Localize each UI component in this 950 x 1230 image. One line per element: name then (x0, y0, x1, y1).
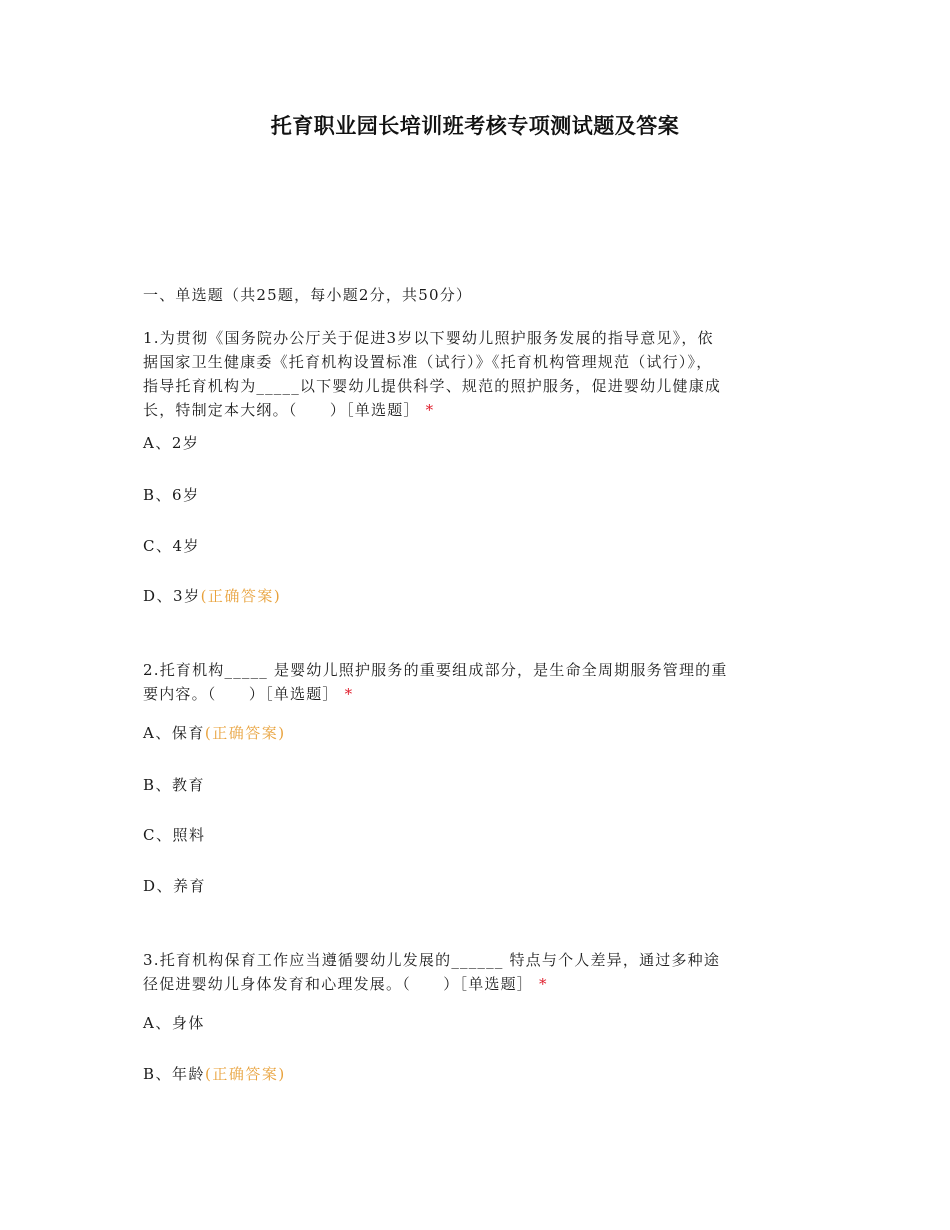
question-2-option-a[interactable] (143, 722, 286, 743)
required-mark: * (344, 685, 354, 703)
option-label: B、教育 (143, 776, 206, 794)
question-1-option-c[interactable] (143, 535, 200, 556)
question-1-line-4 (143, 398, 815, 422)
question-1 (143, 326, 815, 422)
question-1-line-2: 据国家卫生健康委《托育机构设置标准（试行）》《托育机构管理规范（试行）》， (143, 353, 713, 371)
question-2-option-c[interactable] (143, 824, 205, 845)
question-3-line-1: 3.托育机构保育工作应当遵循婴幼儿发展的______ 特点与个人差异，通过多种途 (143, 951, 721, 969)
question-2-line-1: 2.托育机构_____ 是婴幼儿照护服务的重要组成部分，是生命全周期服务管理的重 (143, 661, 728, 679)
required-mark: * (425, 401, 435, 419)
question-1-line-1: 1.为贯彻《国务院办公厅关于促进3岁以下婴幼儿照护服务发展的指导意见》，依 (143, 329, 714, 347)
option-label: C、4岁 (143, 537, 201, 555)
option-label: B、6岁 (143, 486, 200, 504)
question-1-option-b[interactable] (143, 484, 200, 505)
question-3-line-2-text: 径促进婴幼儿身体发育和心理发展。（ ）［单选题］ (143, 975, 534, 993)
document-title: 托育职业园长培训班考核专项测试题及答案 (270, 114, 680, 138)
question-1-line-3: 指导托育机构为_____以下婴幼儿提供科学、规范的照护服务，促进婴幼儿健康成 (143, 377, 722, 395)
question-2-line-2 (143, 682, 815, 706)
question-1-line-4-text: 长，特制定本大纲。（ ）［单选题］ (143, 401, 420, 419)
question-3-line-2 (143, 972, 815, 996)
correct-answer-tag: (正确答案) (205, 1065, 286, 1083)
question-3-option-a[interactable] (143, 1012, 205, 1033)
question-2-option-b[interactable] (143, 774, 205, 795)
question-1-option-a[interactable] (143, 432, 199, 453)
required-mark: * (539, 975, 548, 993)
option-label: A、2岁 (143, 434, 200, 452)
option-label: A、身体 (143, 1014, 205, 1032)
correct-answer-tag: (正确答案) (200, 587, 282, 605)
option-label: D、养育 (143, 877, 207, 895)
question-2 (143, 658, 815, 706)
question-2-option-d[interactable] (143, 875, 206, 896)
question-3 (143, 948, 815, 996)
option-label: A、保育 (143, 724, 205, 742)
question-1-option-d[interactable] (143, 585, 281, 606)
question-3-option-b[interactable] (143, 1063, 286, 1084)
option-label: B、年龄 (143, 1065, 206, 1083)
question-2-line-2-text: 要内容。（ ）［单选题］ (143, 685, 339, 703)
option-label: D、3岁 (143, 587, 201, 605)
option-label: C、照料 (143, 826, 206, 844)
correct-answer-tag: (正确答案) (204, 724, 286, 742)
section-heading: 一、单选题（共25题，每小题2分，共50分） (143, 286, 473, 304)
